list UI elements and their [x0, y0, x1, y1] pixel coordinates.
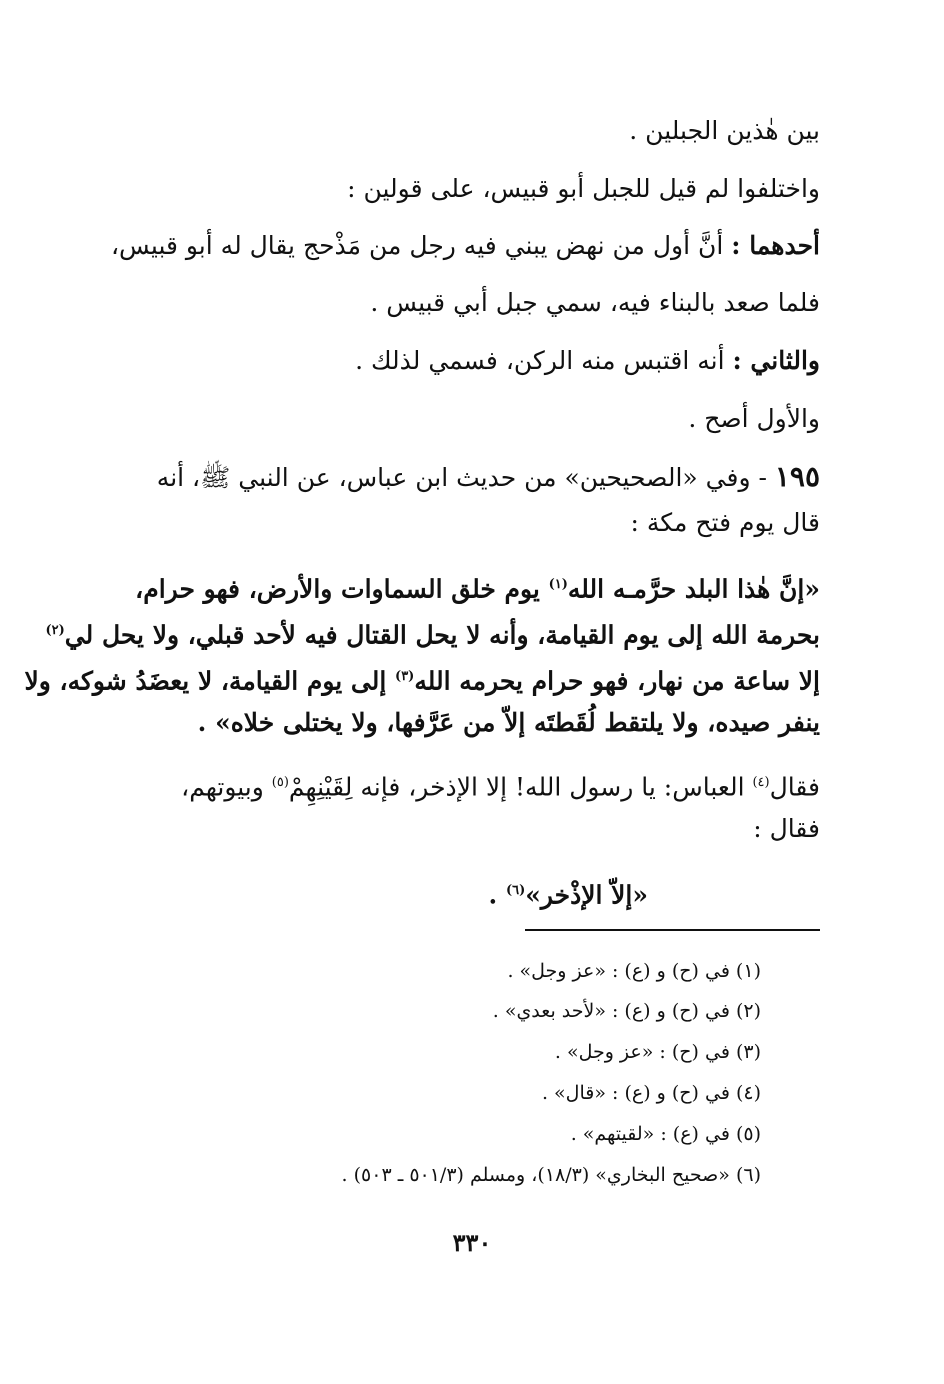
- text-span: .: [488, 880, 506, 910]
- hadith-number: ١٩٥: [774, 460, 820, 493]
- text-line: [157, 460, 820, 495]
- text-span: إلا ساعة من نهار، فهو حرام يحرمه الله: [414, 666, 820, 696]
- footnote: (٣) في (ح) : «عز وجل» .: [554, 1041, 761, 1063]
- quote-line: [489, 874, 648, 912]
- text-line: [355, 344, 820, 378]
- text-line: [629, 114, 820, 148]
- text-span: قال يوم فتح مكة :: [630, 508, 820, 537]
- text-span: فقال: [769, 772, 820, 802]
- footnote-marker: (٥): [271, 775, 289, 790]
- footnote-marker: (١): [548, 577, 568, 592]
- paragraph-label: والثاني :: [732, 346, 820, 375]
- text-span: فقال :: [753, 814, 820, 843]
- text-span: أنَّ أول من نهض يبني فيه رجل من مَذْحج يقال له أبو قبيس،: [110, 231, 732, 260]
- page-number: ٣٣٠: [452, 1228, 492, 1257]
- footnote: (١) في (ح) و (ع) : «عز وجل» .: [507, 960, 761, 982]
- text-span: «إنَّ هٰذا البلد حرَّمـه الله: [567, 574, 820, 604]
- quote-line: [135, 568, 820, 606]
- text-span: والأول أصح .: [688, 404, 820, 433]
- quote-line: [46, 614, 821, 652]
- text-span: وبيوتهم،: [181, 772, 272, 802]
- footnote: (٦) «صحيح البخاري» (١٨/٣)، ومسلم (٥٠١/٣ ـ ٥٠٣) .: [341, 1164, 761, 1186]
- text-span: «إلاّ الإذْخر»: [525, 880, 648, 910]
- footnote: (٤) في (ح) و (ع) : «قال» .: [541, 1082, 761, 1104]
- footnote: (٥) في (ع) : «لقيتهم» .: [570, 1123, 761, 1145]
- quote-line: [198, 706, 820, 740]
- text-span: ينفر صيده، ولا يلتقط لُقَطتَه إلاّ من عَرَّفها، ولا يختلى خلاه» .: [197, 708, 820, 737]
- text-span: يوم خلق السماوات والأرض، فهو حرام،: [135, 574, 549, 604]
- footnote-marker: (٢): [45, 623, 65, 638]
- text-line: [347, 172, 820, 206]
- text-span: فلما صعد بالبناء فيه، سمي جبل أبي قبيس .: [370, 288, 820, 317]
- text-span: العباس: يا رسول الله! إلا الإذخر، فإنه لِقَيْنِهِمْ: [288, 772, 753, 802]
- footnote-marker: (٦): [505, 883, 526, 898]
- text-span: بين هٰذين الجبلين .: [629, 116, 820, 145]
- text-line: [111, 229, 820, 263]
- footnote-separator: [525, 929, 820, 931]
- text-span: إلى يوم القيامة، لا يعضَدُ شوكه، ولا: [24, 666, 396, 696]
- text-span: - وفي «الصحيحين» من حديث ابن عباس، عن النبي ﷺ، أنه: [156, 463, 775, 492]
- text-line: [181, 766, 820, 804]
- quote-line: [24, 660, 820, 698]
- text-line: [753, 812, 820, 846]
- paragraph-label: أحدهما :: [731, 231, 820, 260]
- footnote-marker: (٤): [752, 775, 770, 790]
- footnote-marker: (٣): [395, 669, 415, 684]
- text-span: بحرمة الله إلى يوم القيامة، وأنه لا يحل القتال فيه لأحد قبلي، ولا يحل لي: [64, 620, 820, 650]
- text-line: [370, 286, 820, 320]
- text-line: [688, 402, 820, 436]
- text-span: واختلفوا لم قيل للجبل أبو قبيس، على قولين :: [347, 174, 820, 203]
- footnote: (٢) في (ح) و (ع) : «لأحد بعدي» .: [492, 1000, 761, 1022]
- text-span: أنه اقتبس منه الركن، فسمي لذلك .: [355, 346, 733, 375]
- text-line: [630, 506, 820, 540]
